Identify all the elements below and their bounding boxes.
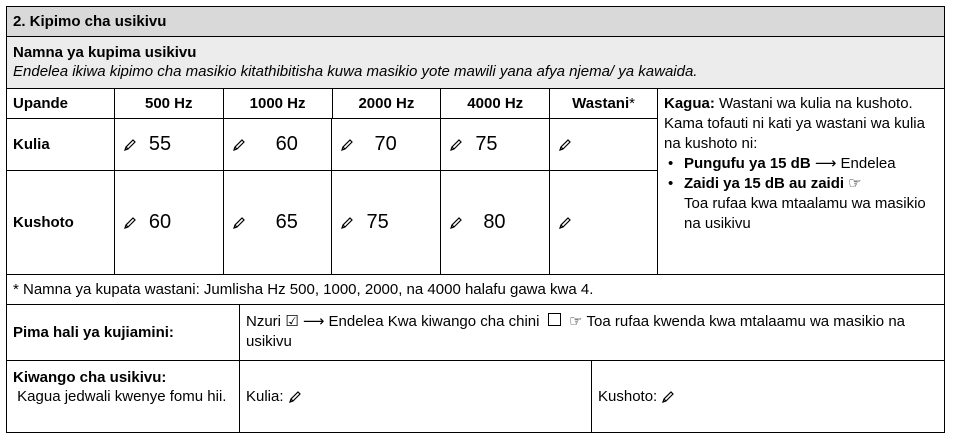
value-cell[interactable]: 60 [224,119,333,170]
footnote-row [7,275,944,305]
kagua-line2: Kama tofauti ni kati ya wastani wa kulia na kushoto ni: [664,115,925,152]
method-heading: Namna ya kupima usikivu [13,44,197,61]
pencil-icon [340,138,354,152]
value-cell[interactable]: 65 [224,171,333,274]
level-label: Kiwango cha usikivu: [13,369,167,386]
arrow-right-icon: ⟶ [814,155,837,172]
hearing-test-form [6,6,945,433]
pencil-icon [123,138,137,152]
header-freq-2000: 2000 Hz [333,89,442,118]
value-cell[interactable]: 75 [441,119,550,170]
pencil-icon [232,138,246,152]
value-cell[interactable]: 75 [332,171,441,274]
section-title: 2. Kipimo cha usikivu [13,13,167,30]
pencil-icon [340,216,354,230]
frequency-table [7,89,658,274]
pointing-hand-icon: ☞ [848,175,862,192]
pencil-icon [558,216,572,230]
option-good-text: Endelea Kwa kiwango cha chini [328,313,540,330]
value-cell[interactable]: 55 [115,119,224,170]
pencil-icon [449,138,463,152]
level-sub: Kagua jedwali kwenye fomu hii. [13,388,227,405]
kagua-line1: Wastani wa kulia na kushoto. [719,95,913,112]
kagua-panel [658,89,942,274]
level-left-label: Kushoto: [598,388,658,405]
level-label-cell [7,361,240,432]
list-item: • Zaidi ya 15 dB au zaidi ☞ Toa rufaa kwa mtaalamu wa masikio na usikivu [684,174,936,234]
arrow-right-icon: ⟶ [302,313,325,330]
list-item: • Pungufu ya 15 dB ⟶ Endelea [684,154,936,174]
level-row [7,361,944,432]
row-label-right: Kulia [7,119,115,170]
kagua-title: Kagua: [664,95,715,112]
value-cell[interactable]: 60 [115,171,224,274]
checkbox-low[interactable] [548,313,561,326]
pencil-icon [232,216,246,230]
header-side: Upande [7,89,115,118]
kagua-list [664,154,936,234]
row-label-left: Kushoto [7,171,115,274]
confidence-options [240,305,944,360]
checked-box-icon[interactable]: ☑ [285,313,299,330]
average-cell[interactable] [550,119,657,170]
level-right-label: Kulia: [246,388,284,405]
level-right-cell[interactable] [240,361,592,432]
option-good: Nzuri [246,313,282,330]
pencil-icon [661,390,675,404]
pencil-icon [449,216,463,230]
value-cell[interactable]: 80 [441,171,550,274]
table-row [7,119,657,171]
method-block [7,37,944,89]
header-average: Wastani * [572,95,635,112]
test-table-row [7,89,944,275]
header-freq-1000: 1000 Hz [224,89,333,118]
footnote: * Namna ya kupata wastani: Jumlisha Hz 500, 1000, 2000, na 4000 halafu gawa kwa 4. [13,281,594,298]
confidence-label: Pima hali ya kujiamini: [7,305,240,360]
table-header [7,89,657,119]
value-cell[interactable]: 70 [332,119,441,170]
option-low-text: Toa rufaa kwenda kwa mtalaamu wa masikio na usikivu [246,313,906,350]
pencil-icon [123,216,137,230]
header-freq-4000: 4000 Hz [441,89,550,118]
pencil-icon [288,390,302,404]
average-cell[interactable] [550,171,657,274]
section-header [7,7,944,37]
pencil-icon [558,138,572,152]
method-note: Endelea ikiwa kipimo cha masikio kitathibitisha kuwa masikio yote mawili yana afya njema/ ya kawaida. [13,63,698,80]
confidence-row [7,305,944,361]
pointing-hand-icon: ☞ [569,313,583,330]
level-left-cell[interactable] [592,361,944,432]
header-freq-500: 500 Hz [115,89,224,118]
table-row [7,171,657,274]
